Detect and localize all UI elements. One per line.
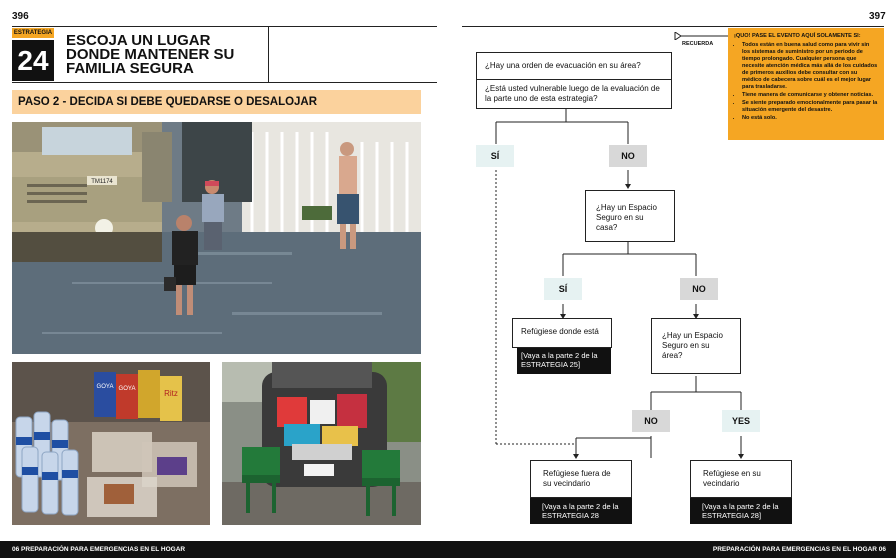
left-page-number: 396 [12, 11, 29, 22]
step-heading: PASO 2 - DECIDA SI DEBE QUEDARSE O DESALOJAR [18, 96, 318, 108]
info-box-heading: ¡QUO! PASE EL EVENTO AQUÍ SOLAMENTE SI: [734, 33, 861, 39]
footer-right: PREPARACIÓN PARA EMERGENCIAS EN EL HOGAR 06 [712, 546, 886, 553]
can-label-1: GOYA [96, 384, 114, 390]
recuerda-arrow-icon [674, 32, 730, 40]
info-item: • No está solo. [742, 115, 878, 122]
svg-text:TM1174: TM1174 [91, 179, 113, 185]
title-rule [12, 82, 437, 83]
emergency-supplies-photo [12, 362, 210, 525]
packed-car-trunk-photo [222, 362, 421, 525]
recuerda-label: RECUERDA [682, 41, 714, 47]
title-divider [268, 26, 269, 82]
top-rule-left [12, 26, 437, 27]
no-tag-1: NO [609, 145, 647, 167]
strategy-tag: ESTRATEGIA [13, 30, 53, 36]
yes-tag-1: SÍ [476, 145, 514, 167]
no-tag-3: NO [632, 410, 670, 432]
shelter-in-area-box: Refúgiese en su vecindario [690, 460, 792, 498]
question-safe-space-home: ¿Hay un Espacio Seguro en su casa? [585, 190, 675, 242]
box-label: Ritz [164, 389, 178, 398]
question-safe-space-area: ¿Hay un Espacio Seguro en su área? [651, 318, 741, 374]
step-heading-bar [12, 90, 421, 114]
shelter-in-place-goto: [Vaya a la parte 2 de la ESTRATEGIA 25] [517, 348, 611, 374]
strategy-number: 24 [12, 40, 54, 81]
question-evacuation-order: ¿Hay una orden de evacuación en su área? [476, 52, 672, 80]
info-item: • Tiene manera de comunicarse y obtener noticias. [742, 92, 878, 99]
footer-bar [0, 541, 896, 558]
shelter-outside-box: Refúgiese fuera de su vecindario [530, 460, 632, 498]
page-title: ESCOJA UN LUGAR DONDE MANTENER SU FAMILIA SEGURA [66, 32, 235, 77]
shelter-outside-goto: [Vaya a la parte 2 de la ESTRATEGIA 28 [530, 498, 632, 524]
right-page-number: 397 [869, 11, 886, 22]
footer-left: 06 PREPARACIÓN PARA EMERGENCIAS EN EL HOGAR [12, 546, 186, 553]
top-rule-right [462, 26, 884, 27]
question-vulnerable: ¿Está usted vulnerable luego de la evaluación de la parte uno de esta estrategia? [476, 79, 672, 109]
yes-tag-2: SÍ [544, 278, 582, 300]
info-item: • Todos están en buena salud como para vivir sin los sistemas de suministro por un periodo de tiempo prolongado. Cualquier persona que necesite atención médica más allá de los cuidados de primeros auxilios debe consultar con su médico de cabecera sobre cuál es el mejor lugar para trasladarse. [742, 42, 878, 91]
flooded-street-photo [12, 122, 421, 354]
no-tag-2: NO [680, 278, 718, 300]
shelter-in-area-goto: [Vaya a la parte 2 de la ESTRATEGIA 28] [690, 498, 792, 524]
info-item: • Se siente preparado emocionalmente para pasar la situación emergente del desastre. [742, 100, 878, 114]
can-label-2: GOYA [118, 386, 136, 392]
yes-tag-3: YES [722, 410, 760, 432]
shelter-in-place-box: Refúgiese donde está [512, 318, 612, 348]
